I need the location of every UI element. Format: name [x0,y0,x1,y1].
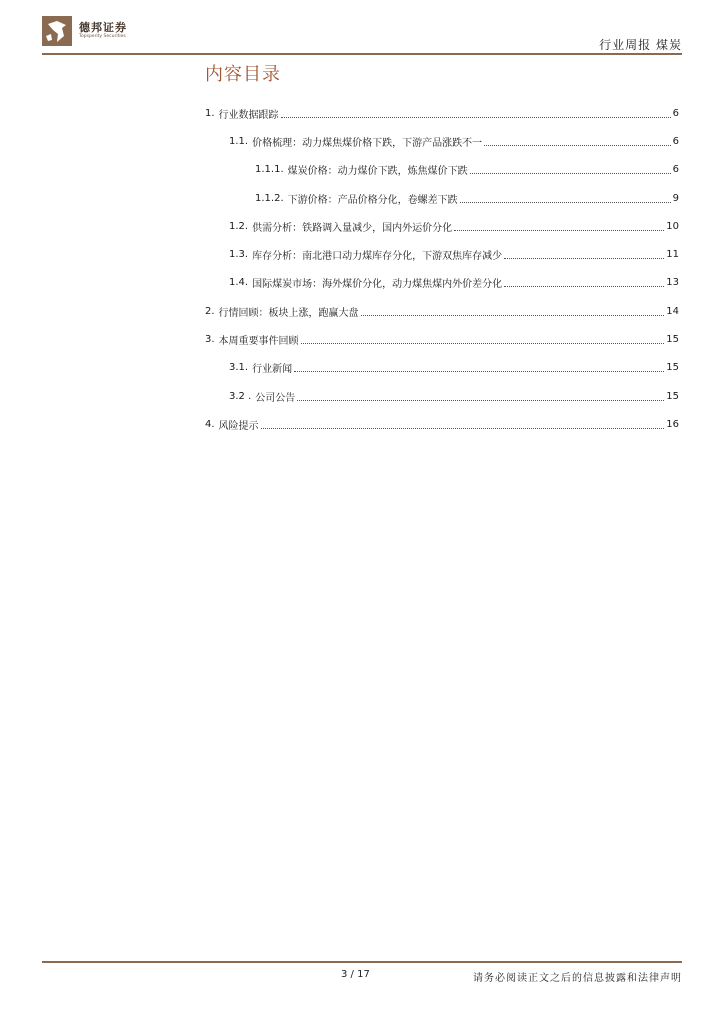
logo-icon [42,16,72,46]
toc-item-page: 10 [666,220,679,232]
toc-item-number: 3.1. [229,362,249,374]
toc-item-page: 6 [672,107,679,119]
toc-item-page: 15 [666,362,679,374]
toc-item[interactable] [205,354,679,382]
toc-item[interactable] [205,325,679,353]
toc-item-text: 行业数据跟踪 [218,109,279,121]
toc-item-page: 15 [666,334,679,346]
toc-leader [504,278,664,287]
toc-item-number: 1.3. [229,249,249,261]
toc-item-text: 本周重要事件回顾 [218,336,299,348]
toc-item-number: 1.2. [229,220,249,232]
toc-leader [261,420,665,429]
table-of-contents [205,99,679,439]
footer-divider [42,961,682,963]
toc-item-page: 6 [672,164,679,176]
toc-item[interactable] [205,99,679,127]
toc-item-text: 风险提示 [218,420,259,432]
toc-item-text: 公司公告 [255,392,296,404]
toc-leader [460,194,671,203]
toc-leader [504,250,664,259]
toc-item-page: 15 [666,390,679,402]
toc-title: 内容目录 [205,64,281,85]
toc-leader [454,222,664,231]
logo-name-en: Topsperity Securities [79,34,126,40]
toc-item-number: 1. [205,107,215,119]
toc-item-text: 行情回顾：板块上涨，跑赢大盘 [218,307,359,319]
toc-item-text: 国际煤炭市场：海外煤价分化，动力煤焦煤内外价差分化 [252,279,503,291]
footer-disclaimer: 请务必阅读正文之后的信息披露和法律声明 [473,973,682,984]
toc-item-number: 1.1.2. [255,192,284,204]
toc-item-page: 16 [666,418,679,430]
toc-item[interactable] [205,382,679,410]
toc-leader [301,335,665,344]
toc-item-number: 1.1. [229,135,249,147]
toc-item[interactable] [205,184,679,212]
toc-leader [361,307,665,316]
toc-item[interactable] [205,127,679,155]
company-logo [42,16,127,46]
toc-item-text: 供需分析：铁路调入量减少，国内外运价分化 [252,222,453,234]
toc-item[interactable] [205,212,679,240]
toc-item-page: 6 [672,135,679,147]
report-category: 行业周报 煤炭 [599,38,682,52]
toc-item[interactable] [205,410,679,438]
toc-item-text: 价格梳理：动力煤焦煤价格下跌，下游产品涨跌不一 [252,137,483,149]
toc-item[interactable] [205,240,679,268]
toc-leader [470,165,671,174]
toc-item-text: 煤炭价格：动力煤价下跌，炼焦煤价下跌 [287,166,468,178]
page-number: 3 / 17 [341,969,370,980]
toc-item-number: 1.1.1. [255,164,284,176]
toc-leader [281,109,671,118]
toc-leader [484,137,671,146]
toc-item-number: 2. [205,305,215,317]
logo-name-cn: 德邦证券 [79,21,127,35]
toc-item-page: 14 [666,305,679,317]
toc-item-number: 3.2 . [229,390,252,402]
toc-item-text: 行业新闻 [252,364,293,376]
toc-item-page: 13 [666,277,679,289]
toc-item[interactable] [205,156,679,184]
toc-item-text: 库存分析：南北港口动力煤库存分化，下游双焦库存减少 [252,251,503,263]
toc-item-page: 9 [672,192,679,204]
toc-item-page: 11 [666,249,679,261]
toc-item-number: 4. [205,418,215,430]
toc-item-number: 1.4. [229,277,249,289]
toc-leader [294,363,664,372]
toc-leader [297,392,664,401]
toc-item[interactable] [205,269,679,297]
toc-item[interactable] [205,297,679,325]
toc-item-number: 3. [205,334,215,346]
header-divider [42,53,682,55]
toc-item-text: 下游价格：产品价格分化，卷螺差下跌 [287,194,458,206]
